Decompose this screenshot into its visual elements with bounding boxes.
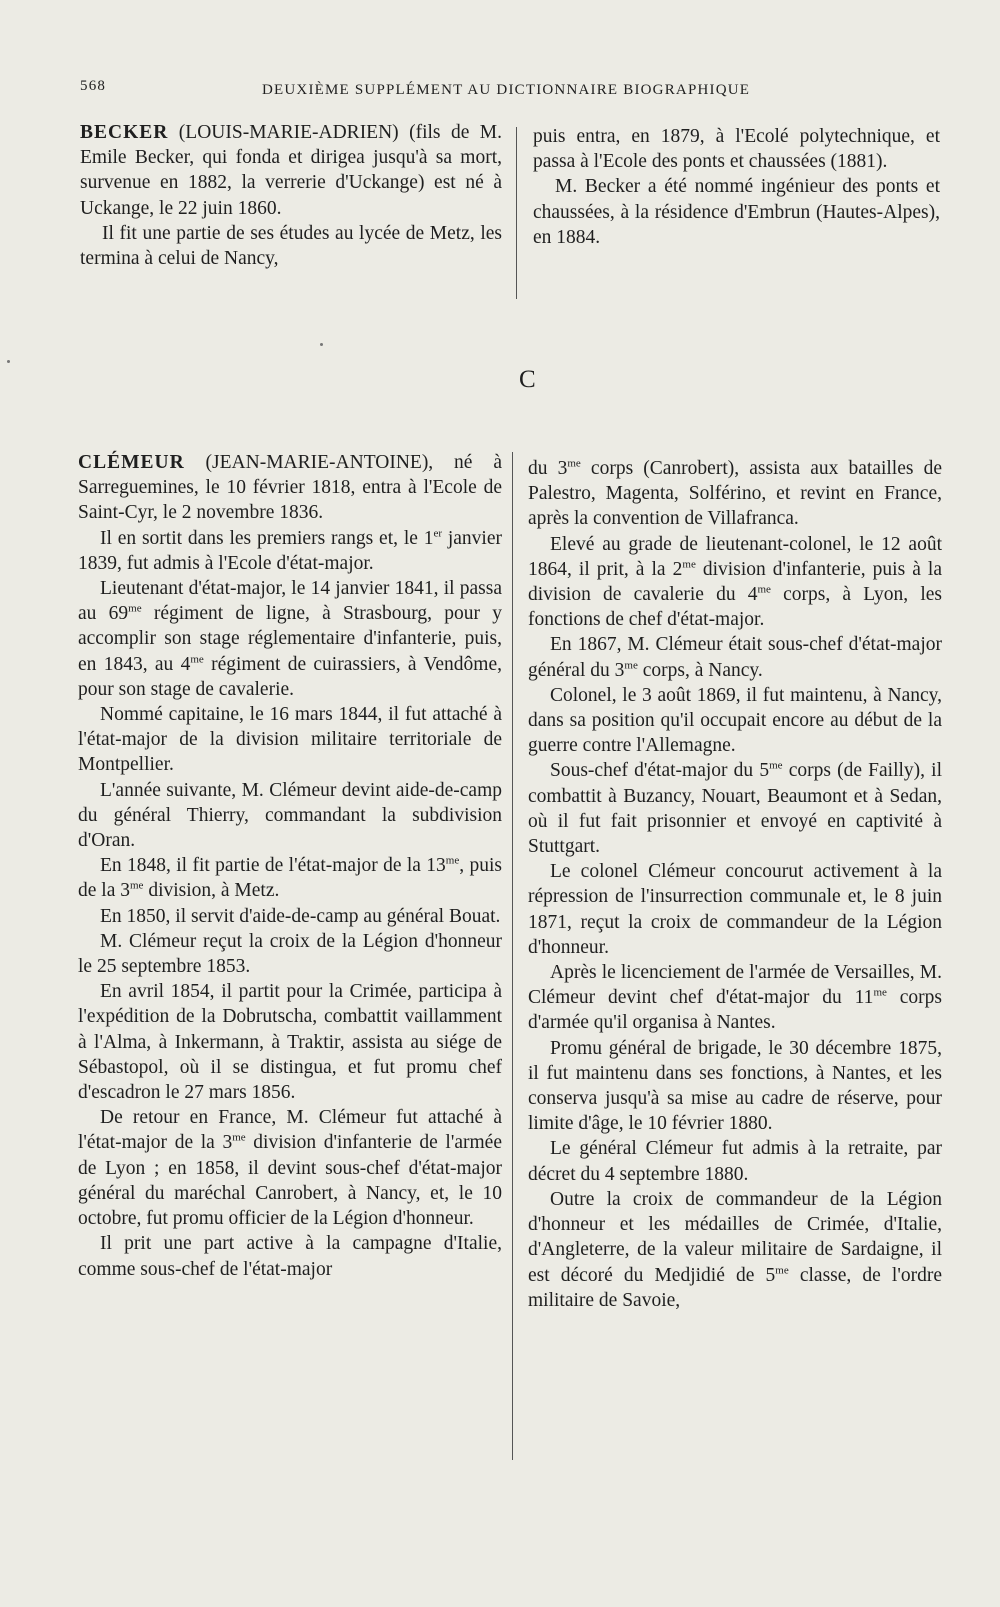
becker-paragraph: Il fit une partie de ses études au lycée de Metz, les termina à celui de Nancy, bbox=[80, 222, 502, 270]
paragraph-text: (LOUIS-MARIE-ADRIEN) (fils de M. Emile Becker, qui fonda et dirigea jusqu'à sa mort, survenue en 1882, la verrerie d'Uckange) est né à Uckange, le 22 juin 1860. bbox=[80, 122, 502, 219]
clemeur-paragraph: Le colonel Clémeur concourut activement à la répression de l'insurrection communale et, le 8 juin 1871, reçut la croix de commandeur de la Légion d'honneur. bbox=[528, 861, 942, 958]
clemeur-left-column bbox=[78, 450, 502, 1282]
ordinal-suffix: me bbox=[129, 879, 144, 892]
clemeur-paragraph: Il en sortit dans les premiers rangs et, le 1er janvier 1839, fut admis à l'Ecole d'état-major. bbox=[78, 527, 502, 574]
clemeur-paragraph: Le général Clémeur fut admis à la retraite, par décret du 4 septembre 1880. bbox=[528, 1138, 942, 1185]
ordinal-suffix: er bbox=[433, 527, 443, 540]
paragraph-text: (JEAN-MARIE-ANTOINE), né à Sarreguemines, le 10 février 1818, entra à l'Ecole de Saint-Cyr, le 2 novembre 1836. bbox=[78, 452, 502, 524]
clemeur-paragraph bbox=[78, 450, 502, 526]
ordinal-suffix: me bbox=[232, 1131, 246, 1144]
clemeur-paragraph: En 1850, il servit d'aide-de-camp au général Bouat. bbox=[100, 905, 501, 927]
ordinal-suffix: me bbox=[757, 583, 771, 596]
printer-dot bbox=[320, 343, 323, 346]
page-number: 568 bbox=[80, 78, 107, 94]
clemeur-paragraph: M. Clémeur reçut la croix de la Légion d'honneur le 25 septembre 1853. bbox=[78, 930, 502, 978]
clemeur-paragraph: En 1867, M. Clémeur était sous-chef d'état-major général du $3^{me}$ corps, à Nancy. bbox=[528, 634, 942, 681]
clemeur-paragraph: Nommé capitaine, le 16 mars 1844, il fut attaché à l'état-major de la division militaire territoriale de Montpellier. bbox=[78, 704, 502, 776]
clemeur-right-column bbox=[528, 456, 942, 1313]
clemeur-paragraph: Promu général de brigade, le 30 décembre 1875, il fut maintenu dans ses fonctions, à Nantes, et les conserva jusqu'à sa mise au cadre de réserve, pour limite d'âge, le 10 février 1880. bbox=[528, 1037, 942, 1135]
clemeur-paragraph: Colonel, le 3 août 1869, il fut maintenu, à Nancy, dans sa position qu'il occupait encore au début de la guerre contre l'Allemagne. bbox=[528, 684, 942, 757]
column-divider bbox=[512, 452, 513, 1460]
ordinal-suffix: me bbox=[682, 558, 696, 571]
ordinal-suffix: me bbox=[873, 986, 887, 999]
ordinal-suffix: me bbox=[445, 854, 460, 867]
clemeur-paragraph: De retour en France, M. Clémeur fut attaché à l'état-major de la $3^{me}$ division d'infanterie de l'armée de Lyon ; en 1858, il devint sous-chef d'état-major général du maréchal Canrobert, à Nancy, et, le 10 octobre, fut promu officier de la Légion d'honneur. bbox=[78, 1107, 502, 1230]
column-divider bbox=[516, 127, 517, 299]
printer-dot bbox=[7, 360, 10, 363]
ordinal-suffix: me bbox=[567, 457, 581, 470]
becker-paragraph bbox=[80, 120, 502, 221]
ordinal-suffix: me bbox=[624, 659, 638, 672]
entry-headword: CLÉMEUR bbox=[78, 452, 185, 473]
becker-paragraph: M. Becker a été nommé ingénieur des ponts et chaussées, à la résidence d'Embrun (Hautes-Alpes), en 1884. bbox=[533, 176, 940, 248]
clemeur-paragraph: Outre la croix de commandeur de la Légion d'honneur et les médailles de Crimée, d'Italie, d'Angleterre, de la valeur militaire de Sardaigne, il est décoré du Medjidié de $5^{me}$ classe, de l'ordre militaire de Savoie, bbox=[528, 1188, 942, 1311]
clemeur-paragraph: Elevé au grade de lieutenant-colonel, le 12 août 1864, il prit, à la $2^{me}$ division d'infanterie, puis à la division de cavalerie du $4^{me}$ corps, à Lyon, les fonctions de chef d'état-major. bbox=[528, 533, 942, 631]
clemeur-paragraph: Lieutenant d'état-major, le 14 janvier 1841, il passa au $69^{me}$ régiment de ligne, à Strasbourg, pour y accomplir son stage réglementaire d'infanterie, puis, en 1843, au $4^{me}$ régiment de cuirassiers, à Vendôme, pour son stage de cavalerie. bbox=[78, 578, 503, 700]
clemeur-paragraph: du $3^{me}$ corps (Canrobert), assista aux batailles de Palestro, Magenta, Solférino, et revint en France, après la convention de Villafranca. bbox=[528, 457, 942, 530]
clemeur-paragraph: Il prit une part active à la campagne d'Italie, comme sous-chef de l'état-major bbox=[78, 1233, 502, 1280]
ordinal-suffix: me bbox=[775, 1264, 789, 1276]
becker-paragraph: puis entra, en 1879, à l'Ecolé polytechnique, et passa à l'Ecole des ponts et chaussées (1881). bbox=[533, 126, 940, 173]
clemeur-paragraph: L'année suivante, M. Clémeur devint aide-de-camp du général Thierry, commandant la subdivision d'Oran. bbox=[78, 779, 502, 852]
becker-right-column bbox=[533, 124, 940, 250]
clemeur-paragraph: Sous-chef d'état-major du $5^{me}$ corps (de Failly), il combattit à Buzancy, Nouart, Beaumont et à Sedan, où il fut fait prisonnier et envoyé en captivité à Stuttgart. bbox=[528, 759, 943, 858]
ordinal-suffix: me bbox=[190, 653, 204, 666]
clemeur-paragraph: En 1848, il fit partie de l'état-major de la $13^{me}$, puis de la $3^{me}$ division, à Metz. bbox=[78, 854, 502, 902]
entry-headword: BECKER bbox=[80, 122, 169, 143]
section-letter: C bbox=[519, 366, 536, 393]
clemeur-paragraph: Après le licenciement de l'armée de Versailles, M. Clémeur devint chef d'état-major du $11^{me}$ corps d'armée qu'il organisa à Nantes. bbox=[528, 962, 942, 1034]
clemeur-paragraph: En avril 1854, il partit pour la Crimée, participa à l'expédition de la Dobrutscha, combattit vaillamment à l'Alma, à Inkermann, à Traktir, assista au siége de Sébastopol, où il se distingua, et fut promu chef d'escadron le 27 mars 1856. bbox=[78, 981, 502, 1104]
becker-left-column bbox=[80, 120, 502, 271]
ordinal-suffix: me bbox=[128, 602, 142, 615]
running-title: DEUXIÈME SUPPLÉMENT AU DICTIONNAIRE BIOGRAPHIQUE bbox=[262, 82, 751, 98]
ordinal-suffix: me bbox=[769, 759, 783, 772]
